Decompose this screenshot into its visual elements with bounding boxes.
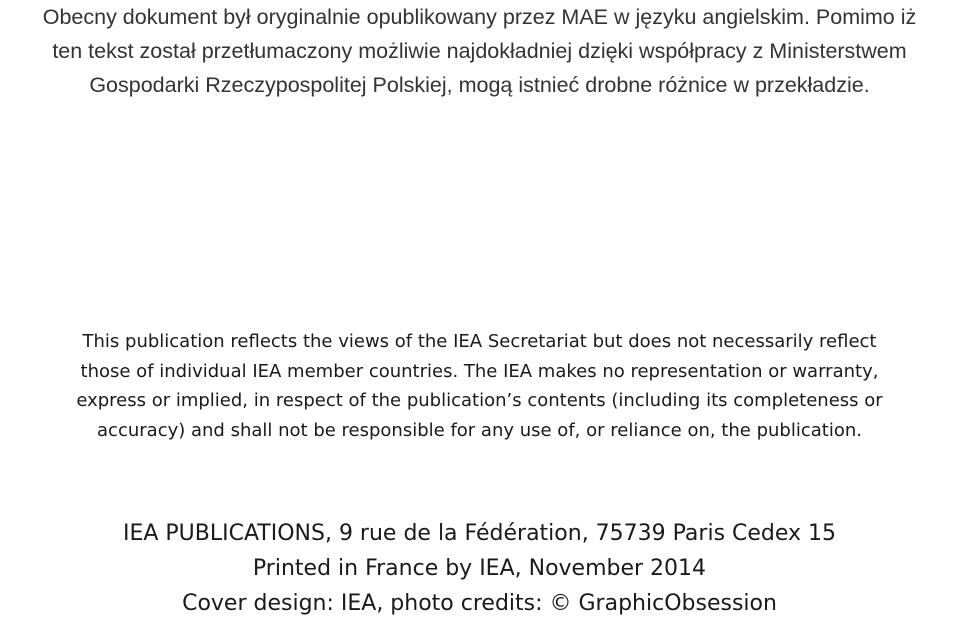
publisher-info [0,516,959,621]
disclaimer-line: those of individual IEA member countries. The IEA makes no representation or warranty, [80,360,879,382]
polish-translation-notice [0,0,959,102]
printing-info: Printed in France by IEA, November 2014 [252,556,707,581]
cover-credits: Cover design: IEA, photo credits: © GraphicObsession [182,591,777,616]
publisher-address: IEA PUBLICATIONS, 9 rue de la Fédération, 75739 Paris Cedex 15 [122,521,837,546]
disclaimer-line: accuracy) and shall not be responsible for any use of, or reliance on, the publication. [97,419,862,441]
polish-notice-line: Obecny dokument był oryginalnie opublikowany przez MAE w języku angielskim. Pomimo iż [42,5,917,29]
disclaimer-line: express or implied, in respect of the publication’s contents (including its completeness or [76,390,883,411]
polish-notice-line: ten tekst został przetłumaczony możliwie najdokładniej dzięki współpracy z Ministerstwem [52,39,907,63]
polish-notice-line: Gospodarki Rzeczypospolitej Polskiej, mogą istnieć drobne różnice w przekładzie. [89,73,870,97]
iea-disclaimer [0,327,959,445]
disclaimer-line: This publication reflects the views of the IEA Secretariat but does not necessarily reflect [82,331,877,352]
